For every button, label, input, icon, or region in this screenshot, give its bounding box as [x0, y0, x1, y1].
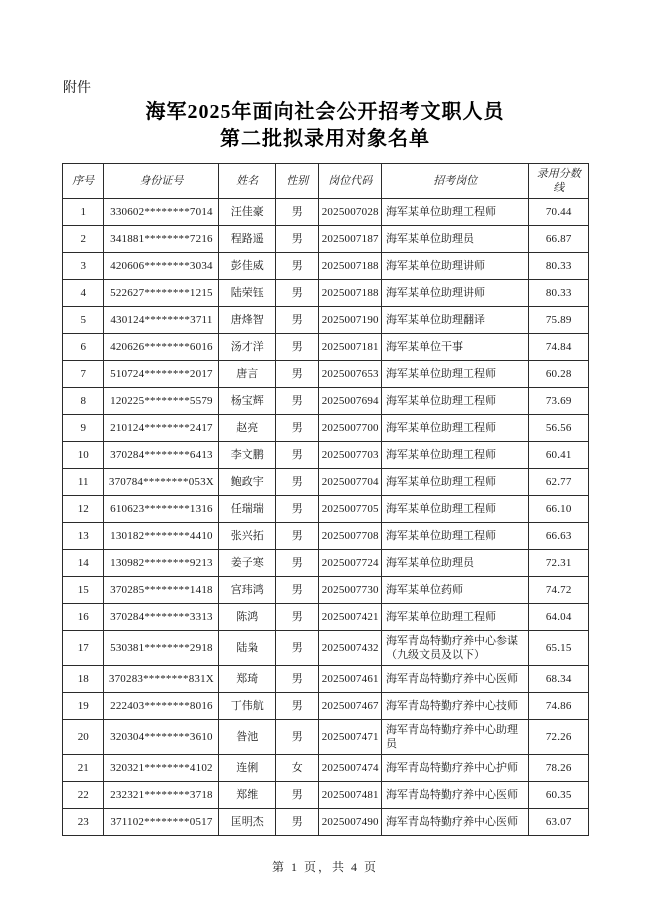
cell-id-number: 530381********2918: [104, 631, 219, 666]
cell-job-title: 海军青岛特勤疗养中心医师: [382, 782, 529, 809]
cell-score: 60.41: [529, 442, 589, 469]
cell-gender: 男: [276, 523, 319, 550]
cell-score: 68.34: [529, 666, 589, 693]
cell-job-code: 2025007187: [319, 226, 382, 253]
cell-score: 80.33: [529, 280, 589, 307]
cell-seq: 1: [63, 199, 104, 226]
table-header-row: [63, 164, 589, 199]
cell-score: 70.44: [529, 199, 589, 226]
cell-gender: 男: [276, 361, 319, 388]
cell-name: 唐烽智: [219, 307, 276, 334]
cell-name: 张兴拓: [219, 523, 276, 550]
cell-id-number: 370283********831X: [104, 666, 219, 693]
cell-job-code: 2025007471: [319, 720, 382, 755]
cell-name: 任瑞瑞: [219, 496, 276, 523]
cell-seq: 22: [63, 782, 104, 809]
cell-name: 杨宝辉: [219, 388, 276, 415]
cell-job-title: 海军青岛特勤疗养中心医师: [382, 666, 529, 693]
table-row: [63, 809, 589, 836]
cell-score: 60.28: [529, 361, 589, 388]
cell-score: 62.77: [529, 469, 589, 496]
cell-gender: 男: [276, 693, 319, 720]
cell-job-title: 海军某单位药师: [382, 577, 529, 604]
cell-job-title: 海军某单位助理工程师: [382, 199, 529, 226]
cell-seq: 19: [63, 693, 104, 720]
cell-job-code: 2025007481: [319, 782, 382, 809]
cell-name: 郑琦: [219, 666, 276, 693]
cell-name: 汪佳豪: [219, 199, 276, 226]
cell-score: 66.63: [529, 523, 589, 550]
cell-name: 陆枭: [219, 631, 276, 666]
cell-id-number: 522627********1215: [104, 280, 219, 307]
table-row: [63, 469, 589, 496]
header-job-title: 招考岗位: [382, 164, 529, 199]
table-row: [63, 693, 589, 720]
header-score: 录用分数线: [529, 164, 589, 199]
cell-name: 郑维: [219, 782, 276, 809]
cell-seq: 17: [63, 631, 104, 666]
table-row: [63, 253, 589, 280]
cell-name: 程路遥: [219, 226, 276, 253]
cell-name: 陆荣钰: [219, 280, 276, 307]
cell-seq: 16: [63, 604, 104, 631]
cell-name: 昝池: [219, 720, 276, 755]
cell-job-code: 2025007181: [319, 334, 382, 361]
cell-id-number: 370784********053X: [104, 469, 219, 496]
cell-id-number: 320304********3610: [104, 720, 219, 755]
cell-name: 姜子寒: [219, 550, 276, 577]
cell-seq: 15: [63, 577, 104, 604]
cell-seq: 8: [63, 388, 104, 415]
cell-job-title: 海军青岛特勤疗养中心技师: [382, 693, 529, 720]
cell-job-title: 海军青岛特勤疗养中心医师: [382, 809, 529, 836]
table-row: [63, 720, 589, 755]
cell-gender: 男: [276, 280, 319, 307]
cell-job-code: 2025007188: [319, 280, 382, 307]
cell-job-code: 2025007724: [319, 550, 382, 577]
cell-job-code: 2025007028: [319, 199, 382, 226]
cell-id-number: 610623********1316: [104, 496, 219, 523]
cell-id-number: 120225********5579: [104, 388, 219, 415]
cell-job-code: 2025007190: [319, 307, 382, 334]
cell-job-code: 2025007490: [319, 809, 382, 836]
cell-id-number: 371102********0517: [104, 809, 219, 836]
cell-score: 75.89: [529, 307, 589, 334]
cell-name: 李文鹏: [219, 442, 276, 469]
table-row: [63, 755, 589, 782]
cell-name: 陈鸿: [219, 604, 276, 631]
cell-gender: 男: [276, 253, 319, 280]
table-row: [63, 631, 589, 666]
table-row: [63, 307, 589, 334]
cell-job-code: 2025007700: [319, 415, 382, 442]
cell-score: 64.04: [529, 604, 589, 631]
cell-seq: 20: [63, 720, 104, 755]
cell-gender: 男: [276, 631, 319, 666]
cell-id-number: 420606********3034: [104, 253, 219, 280]
cell-job-title: 海军某单位助理讲师: [382, 280, 529, 307]
cell-id-number: 341881********7216: [104, 226, 219, 253]
table-row: [63, 577, 589, 604]
cell-id-number: 130982********9213: [104, 550, 219, 577]
table-row: [63, 226, 589, 253]
cell-gender: 男: [276, 666, 319, 693]
title-line-2: 第二批拟录用对象名单: [220, 128, 430, 150]
table-row: [63, 280, 589, 307]
cell-gender: 男: [276, 809, 319, 836]
cell-name: 连俐: [219, 755, 276, 782]
cell-score: 80.33: [529, 253, 589, 280]
document-title: [0, 99, 650, 153]
cell-job-code: 2025007474: [319, 755, 382, 782]
cell-name: 唐言: [219, 361, 276, 388]
cell-job-code: 2025007705: [319, 496, 382, 523]
cell-job-code: 2025007730: [319, 577, 382, 604]
cell-job-title: 海军某单位助理员: [382, 550, 529, 577]
cell-job-title: 海军某单位助理工程师: [382, 523, 529, 550]
table-row: [63, 199, 589, 226]
cell-score: 66.10: [529, 496, 589, 523]
table-row: [63, 415, 589, 442]
header-gender: 性别: [276, 164, 319, 199]
cell-job-title: 海军某单位助理工程师: [382, 469, 529, 496]
header-name: 姓名: [219, 164, 276, 199]
cell-job-title: 海军某单位助理工程师: [382, 442, 529, 469]
cell-id-number: 370284********6413: [104, 442, 219, 469]
cell-gender: 女: [276, 755, 319, 782]
cell-id-number: 130182********4410: [104, 523, 219, 550]
cell-name: 彭佳威: [219, 253, 276, 280]
cell-seq: 6: [63, 334, 104, 361]
table-row: [63, 442, 589, 469]
cell-id-number: 210124********2417: [104, 415, 219, 442]
cell-gender: 男: [276, 604, 319, 631]
cell-job-code: 2025007421: [319, 604, 382, 631]
header-job-code: 岗位代码: [319, 164, 382, 199]
cell-gender: 男: [276, 388, 319, 415]
cell-job-title: 海军青岛特勤疗养中心护师: [382, 755, 529, 782]
cell-score: 74.84: [529, 334, 589, 361]
cell-gender: 男: [276, 199, 319, 226]
cell-seq: 18: [63, 666, 104, 693]
title-line-1: 海军2025年面向社会公开招考文职人员: [145, 101, 505, 123]
cell-gender: 男: [276, 720, 319, 755]
table-row: [63, 666, 589, 693]
cell-score: 73.69: [529, 388, 589, 415]
cell-seq: 5: [63, 307, 104, 334]
cell-score: 78.26: [529, 755, 589, 782]
cell-job-title: 海军某单位助理工程师: [382, 361, 529, 388]
cell-job-code: 2025007188: [319, 253, 382, 280]
cell-name: 赵亮: [219, 415, 276, 442]
cell-id-number: 232321********3718: [104, 782, 219, 809]
table-row: [63, 550, 589, 577]
table-row: [63, 361, 589, 388]
table-row: [63, 523, 589, 550]
cell-score: 72.26: [529, 720, 589, 755]
cell-job-title: 海军某单位助理工程师: [382, 496, 529, 523]
cell-seq: 2: [63, 226, 104, 253]
cell-gender: 男: [276, 442, 319, 469]
cell-seq: 21: [63, 755, 104, 782]
cell-seq: 9: [63, 415, 104, 442]
attachment-label: 附件: [63, 79, 91, 95]
cell-job-code: 2025007708: [319, 523, 382, 550]
cell-seq: 14: [63, 550, 104, 577]
cell-job-code: 2025007703: [319, 442, 382, 469]
cell-seq: 3: [63, 253, 104, 280]
cell-gender: 男: [276, 226, 319, 253]
cell-job-title: 海军青岛特勤疗养中心助理员: [382, 720, 529, 755]
cell-score: 63.07: [529, 809, 589, 836]
cell-gender: 男: [276, 496, 319, 523]
table-row: [63, 496, 589, 523]
header-seq: 序号: [63, 164, 104, 199]
cell-job-title: 海军某单位助理工程师: [382, 388, 529, 415]
cell-id-number: 320321********4102: [104, 755, 219, 782]
cell-job-title: 海军某单位干事: [382, 334, 529, 361]
cell-score: 72.31: [529, 550, 589, 577]
cell-seq: 7: [63, 361, 104, 388]
cell-job-title: 海军青岛特勤疗养中心参谋（九级文员及以下）: [382, 631, 529, 666]
cell-score: 66.87: [529, 226, 589, 253]
cell-seq: 4: [63, 280, 104, 307]
cell-gender: 男: [276, 307, 319, 334]
cell-gender: 男: [276, 550, 319, 577]
cell-id-number: 222403********8016: [104, 693, 219, 720]
cell-gender: 男: [276, 469, 319, 496]
cell-name: 匡明杰: [219, 809, 276, 836]
cell-job-code: 2025007461: [319, 666, 382, 693]
cell-score: 60.35: [529, 782, 589, 809]
cell-job-code: 2025007694: [319, 388, 382, 415]
cell-id-number: 430124********3711: [104, 307, 219, 334]
cell-id-number: 370285********1418: [104, 577, 219, 604]
header-id-number: 身份证号: [104, 164, 219, 199]
cell-gender: 男: [276, 334, 319, 361]
cell-gender: 男: [276, 782, 319, 809]
cell-job-code: 2025007467: [319, 693, 382, 720]
page-number: 第 1 页，共 4 页: [271, 860, 378, 874]
cell-seq: 13: [63, 523, 104, 550]
cell-id-number: 420626********6016: [104, 334, 219, 361]
cell-gender: 男: [276, 577, 319, 604]
cell-name: 汤才洋: [219, 334, 276, 361]
cell-job-code: 2025007432: [319, 631, 382, 666]
cell-seq: 12: [63, 496, 104, 523]
table-body: [63, 199, 589, 836]
cell-score: 56.56: [529, 415, 589, 442]
cell-name: 宫玮鸿: [219, 577, 276, 604]
cell-id-number: 510724********2017: [104, 361, 219, 388]
cell-name: 丁伟航: [219, 693, 276, 720]
cell-job-title: 海军某单位助理工程师: [382, 415, 529, 442]
table-row: [63, 388, 589, 415]
table-row: [63, 334, 589, 361]
cell-id-number: 370284********3313: [104, 604, 219, 631]
cell-name: 鲍政宇: [219, 469, 276, 496]
table-row: [63, 782, 589, 809]
table-row: [63, 604, 589, 631]
recruitment-table: [62, 163, 589, 836]
cell-seq: 10: [63, 442, 104, 469]
cell-score: 74.86: [529, 693, 589, 720]
cell-score: 74.72: [529, 577, 589, 604]
cell-gender: 男: [276, 415, 319, 442]
cell-job-title: 海军某单位助理讲师: [382, 253, 529, 280]
cell-job-code: 2025007704: [319, 469, 382, 496]
cell-job-code: 2025007653: [319, 361, 382, 388]
cell-seq: 11: [63, 469, 104, 496]
cell-id-number: 330602********7014: [104, 199, 219, 226]
cell-seq: 23: [63, 809, 104, 836]
cell-job-title: 海军某单位助理工程师: [382, 604, 529, 631]
cell-job-title: 海军某单位助理员: [382, 226, 529, 253]
cell-job-title: 海军某单位助理翻译: [382, 307, 529, 334]
cell-score: 65.15: [529, 631, 589, 666]
